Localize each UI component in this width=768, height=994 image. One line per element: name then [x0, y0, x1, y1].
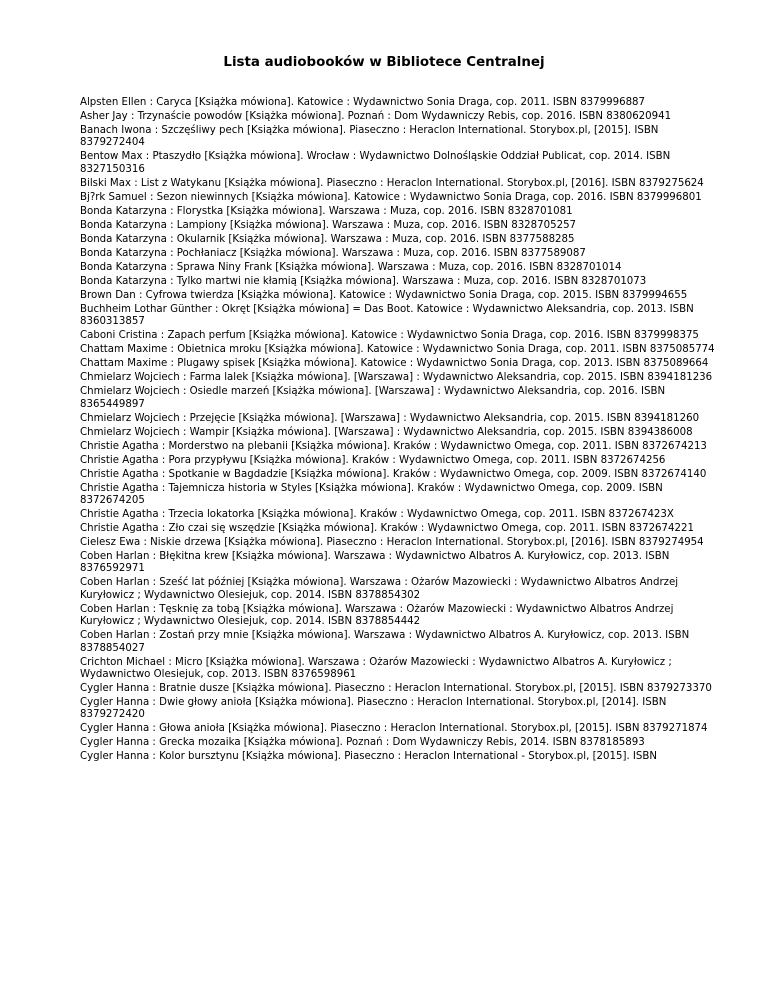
list-item: Alpsten Ellen : Caryca [Książka mówiona]. Katowice : Wydawnictwo Sonia Draga, cop. 2011. ISBN 8379996887	[80, 97, 646, 108]
list-item: Christie Agatha : Spotkanie w Bagdadzie [Książka mówiona]. Kraków : Wydawnictwo Omega, cop. 2009. ISBN 8372674140	[80, 468, 707, 480]
list-item: Crichton Michael : Micro [Książka mówiona]. Warszawa : Ożarów Mazowiecki : Wydawnictwo Albatros A. Kuryłowicz ; Wydawnictwo Olesiejuk, cop. 2013. ISBN 8376598961	[80, 656, 672, 681]
list-item: Cygler Hanna : Głowa anioła [Książka mówiona]. Piaseczno : Heraclon International. Storybox.pl, [2015]. ISBN 8379271874	[80, 723, 708, 735]
list-item: Cygler Hanna : Dwie głowy anioła [Książka mówiona]. Piaseczno : Heraclon International. Storybox.pl, [2014]. ISBN 8379272420	[80, 697, 667, 721]
list-item: Bonda Katarzyna : Lampiony [Książka mówiona]. Warszawa : Muza, cop. 2016. ISBN 8328705257	[80, 219, 577, 231]
list-item: Christie Agatha : Trzecia lokatorka [Książka mówiona]. Kraków : Wydawnictwo Omega, cop. 2011. ISBN 837267423X	[80, 509, 674, 521]
list-item: Bonda Katarzyna : Tylko martwi nie kłamią [Książka mówiona]. Warszawa : Muza, cop. 2016. ISBN 8328701073	[80, 275, 647, 287]
list-item: Bonda Katarzyna : Florystka [Książka mówiona]. Warszawa : Muza, cop. 2016. ISBN 8328701081	[80, 205, 573, 217]
list-item: Cygler Hanna : Bratnie dusze [Książka mówiona]. Piaseczno : Heraclon International. Storybox.pl, [2015]. ISBN 8379273370	[80, 683, 712, 695]
list-item: Coben Harlan : Tęsknię za tobą [Książka mówiona]. Warszawa : Ożarów Mazowiecki : Wydawnictwo Albatros Andrzej Kuryłowicz ; Wydawnictwo Olesiejuk, cop. 2014. ISBN 8378854442	[80, 603, 674, 628]
list-item: Coben Harlan : Sześć lat później [Książka mówiona]. Warszawa : Ożarów Mazowiecki : Wydawnictwo Albatros Andrzej Kuryłowicz ; Wydawnictwo Olesiejuk, cop. 2014. ISBN 8378854302	[80, 577, 679, 601]
list-item: Cygler Hanna : Grecka mozaika [Książka mówiona]. Poznań : Dom Wydawniczy Rebis, 2014. ISBN 8378185893	[80, 737, 645, 749]
list-item: Brown Dan : Cyfrowa twierdza [Książka mówiona]. Katowice : Wydawnictwo Sonia Draga, cop. 2015. ISBN 8379994655	[80, 289, 688, 301]
list-item: Bonda Katarzyna : Pochłaniacz [Książka mówiona]. Warszawa : Muza, cop. 2016. ISBN 8377589087	[80, 247, 586, 259]
list-item: Bonda Katarzyna : Sprawa Niny Frank [Książka mówiona]. Warszawa : Muza, cop. 2016. ISBN 8328701014	[80, 261, 622, 273]
list-item: Buchheim Lothar Günther : Okręt [Książka mówiona] = Das Boot. Katowice : Wydawnictwo Aleksandria, cop. 2013. ISBN 8360313857	[80, 303, 694, 328]
list-item: Christie Agatha : Zło czai się wszędzie [Książka mówiona]. Kraków : Wydawnictwo Omega, cop. 2011. ISBN 8372674221	[80, 523, 694, 535]
list-item: Cielesz Ewa : Niskie drzewa [Książka mówiona]. Piaseczno : Heraclon International. Storybox.pl, [2016]. ISBN 8379274954	[80, 537, 704, 549]
list-item: Bj?rk Samuel : Sezon niewinnych [Książka mówiona]. Katowice : Wydawnictwo Sonia Draga, cop. 2016. ISBN 8379996801	[80, 191, 702, 203]
list-item: Chmielarz Wojciech : Przejęcie [Książka mówiona]. [Warszawa] : Wydawnictwo Aleksandria, cop. 2015. ISBN 8394181260	[80, 412, 700, 424]
audiobook-list	[80, 97, 720, 765]
page-title: Lista audiobooków w Bibliotece Centralnej	[223, 55, 545, 70]
list-item: Chattam Maxime : Plugawy spisek [Książka mówiona]. Katowice : Wydawnictwo Sonia Draga, cop. 2013. ISBN 8375089664	[80, 358, 709, 370]
list-item: Bonda Katarzyna : Okularnik [Książka mówiona]. Warszawa : Muza, cop. 2016. ISBN 8377588285	[80, 233, 575, 245]
list-item: Cygler Hanna : Kolor bursztynu [Książka mówiona]. Piaseczno : Heraclon International - Storybox.pl, [2015]. ISBN	[80, 751, 658, 763]
list-item: Chattam Maxime : Obietnica mroku [Książka mówiona]. Katowice : Wydawnictwo Sonia Draga, cop. 2011. ISBN 8375085774	[80, 344, 715, 356]
list-item: Christie Agatha : Tajemnicza historia w Styles [Książka mówiona]. Kraków : Wydawnictwo Omega, cop. 2009. ISBN 8372674205	[80, 482, 663, 507]
list-item: Coben Harlan : Zostań przy mnie [Książka mówiona]. Warszawa : Wydawnictwo Albatros A. Kuryłowicz, cop. 2013. ISBN 8378854027	[80, 630, 690, 654]
list-item: Chmielarz Wojciech : Farma lalek [Książka mówiona]. [Warszawa] : Wydawnictwo Aleksandria, cop. 2015. ISBN 8394181236	[80, 372, 713, 384]
list-item: Bilski Max : List z Watykanu [Książka mówiona]. Piaseczno : Heraclon International. Storybox.pl, [2016]. ISBN 8379275624	[80, 177, 704, 189]
list-item: Asher Jay : Trzynaście powodów [Książka mówiona]. Poznań : Dom Wydawniczy Rebis, cop. 2016. ISBN 8380620941	[80, 111, 672, 122]
list-item: Caboni Cristina : Zapach perfum [Książka mówiona]. Katowice : Wydawnictwo Sonia Draga, cop. 2016. ISBN 8379998375	[80, 330, 699, 342]
list-item: Chmielarz Wojciech : Osiedle marzeń [Książka mówiona]. [Warszawa] : Wydawnictwo Aleksandria, cop. 2016. ISBN 8365449897	[80, 386, 666, 410]
list-item: Christie Agatha : Morderstwo na plebanii [Książka mówiona]. Kraków : Wydawnictwo Omega, cop. 2011. ISBN 8372674213	[80, 440, 707, 452]
list-item: Coben Harlan : Błękitna krew [Książka mówiona]. Warszawa : Wydawnictwo Albatros A. Kuryłowicz, cop. 2013. ISBN 8376592971	[80, 551, 670, 575]
list-item: Christie Agatha : Pora przypływu [Książka mówiona]. Kraków : Wydawnictwo Omega, cop. 2011. ISBN 8372674256	[80, 454, 666, 466]
list-item: Chmielarz Wojciech : Wampir [Książka mówiona]. [Warszawa] : Wydawnictwo Aleksandria, cop. 2015. ISBN 8394386008	[80, 426, 693, 438]
list-item: Bentow Max : Ptaszydło [Książka mówiona]. Wrocław : Wydawnictwo Dolnośląskie Oddział Publicat, cop. 2014. ISBN 8327150316	[80, 151, 671, 175]
list-item: Banach Iwona : Szczęśliwy pech [Książka mówiona]. Piaseczno : Heraclon International. Storybox.pl, [2015]. ISBN 8379272404	[80, 125, 659, 149]
